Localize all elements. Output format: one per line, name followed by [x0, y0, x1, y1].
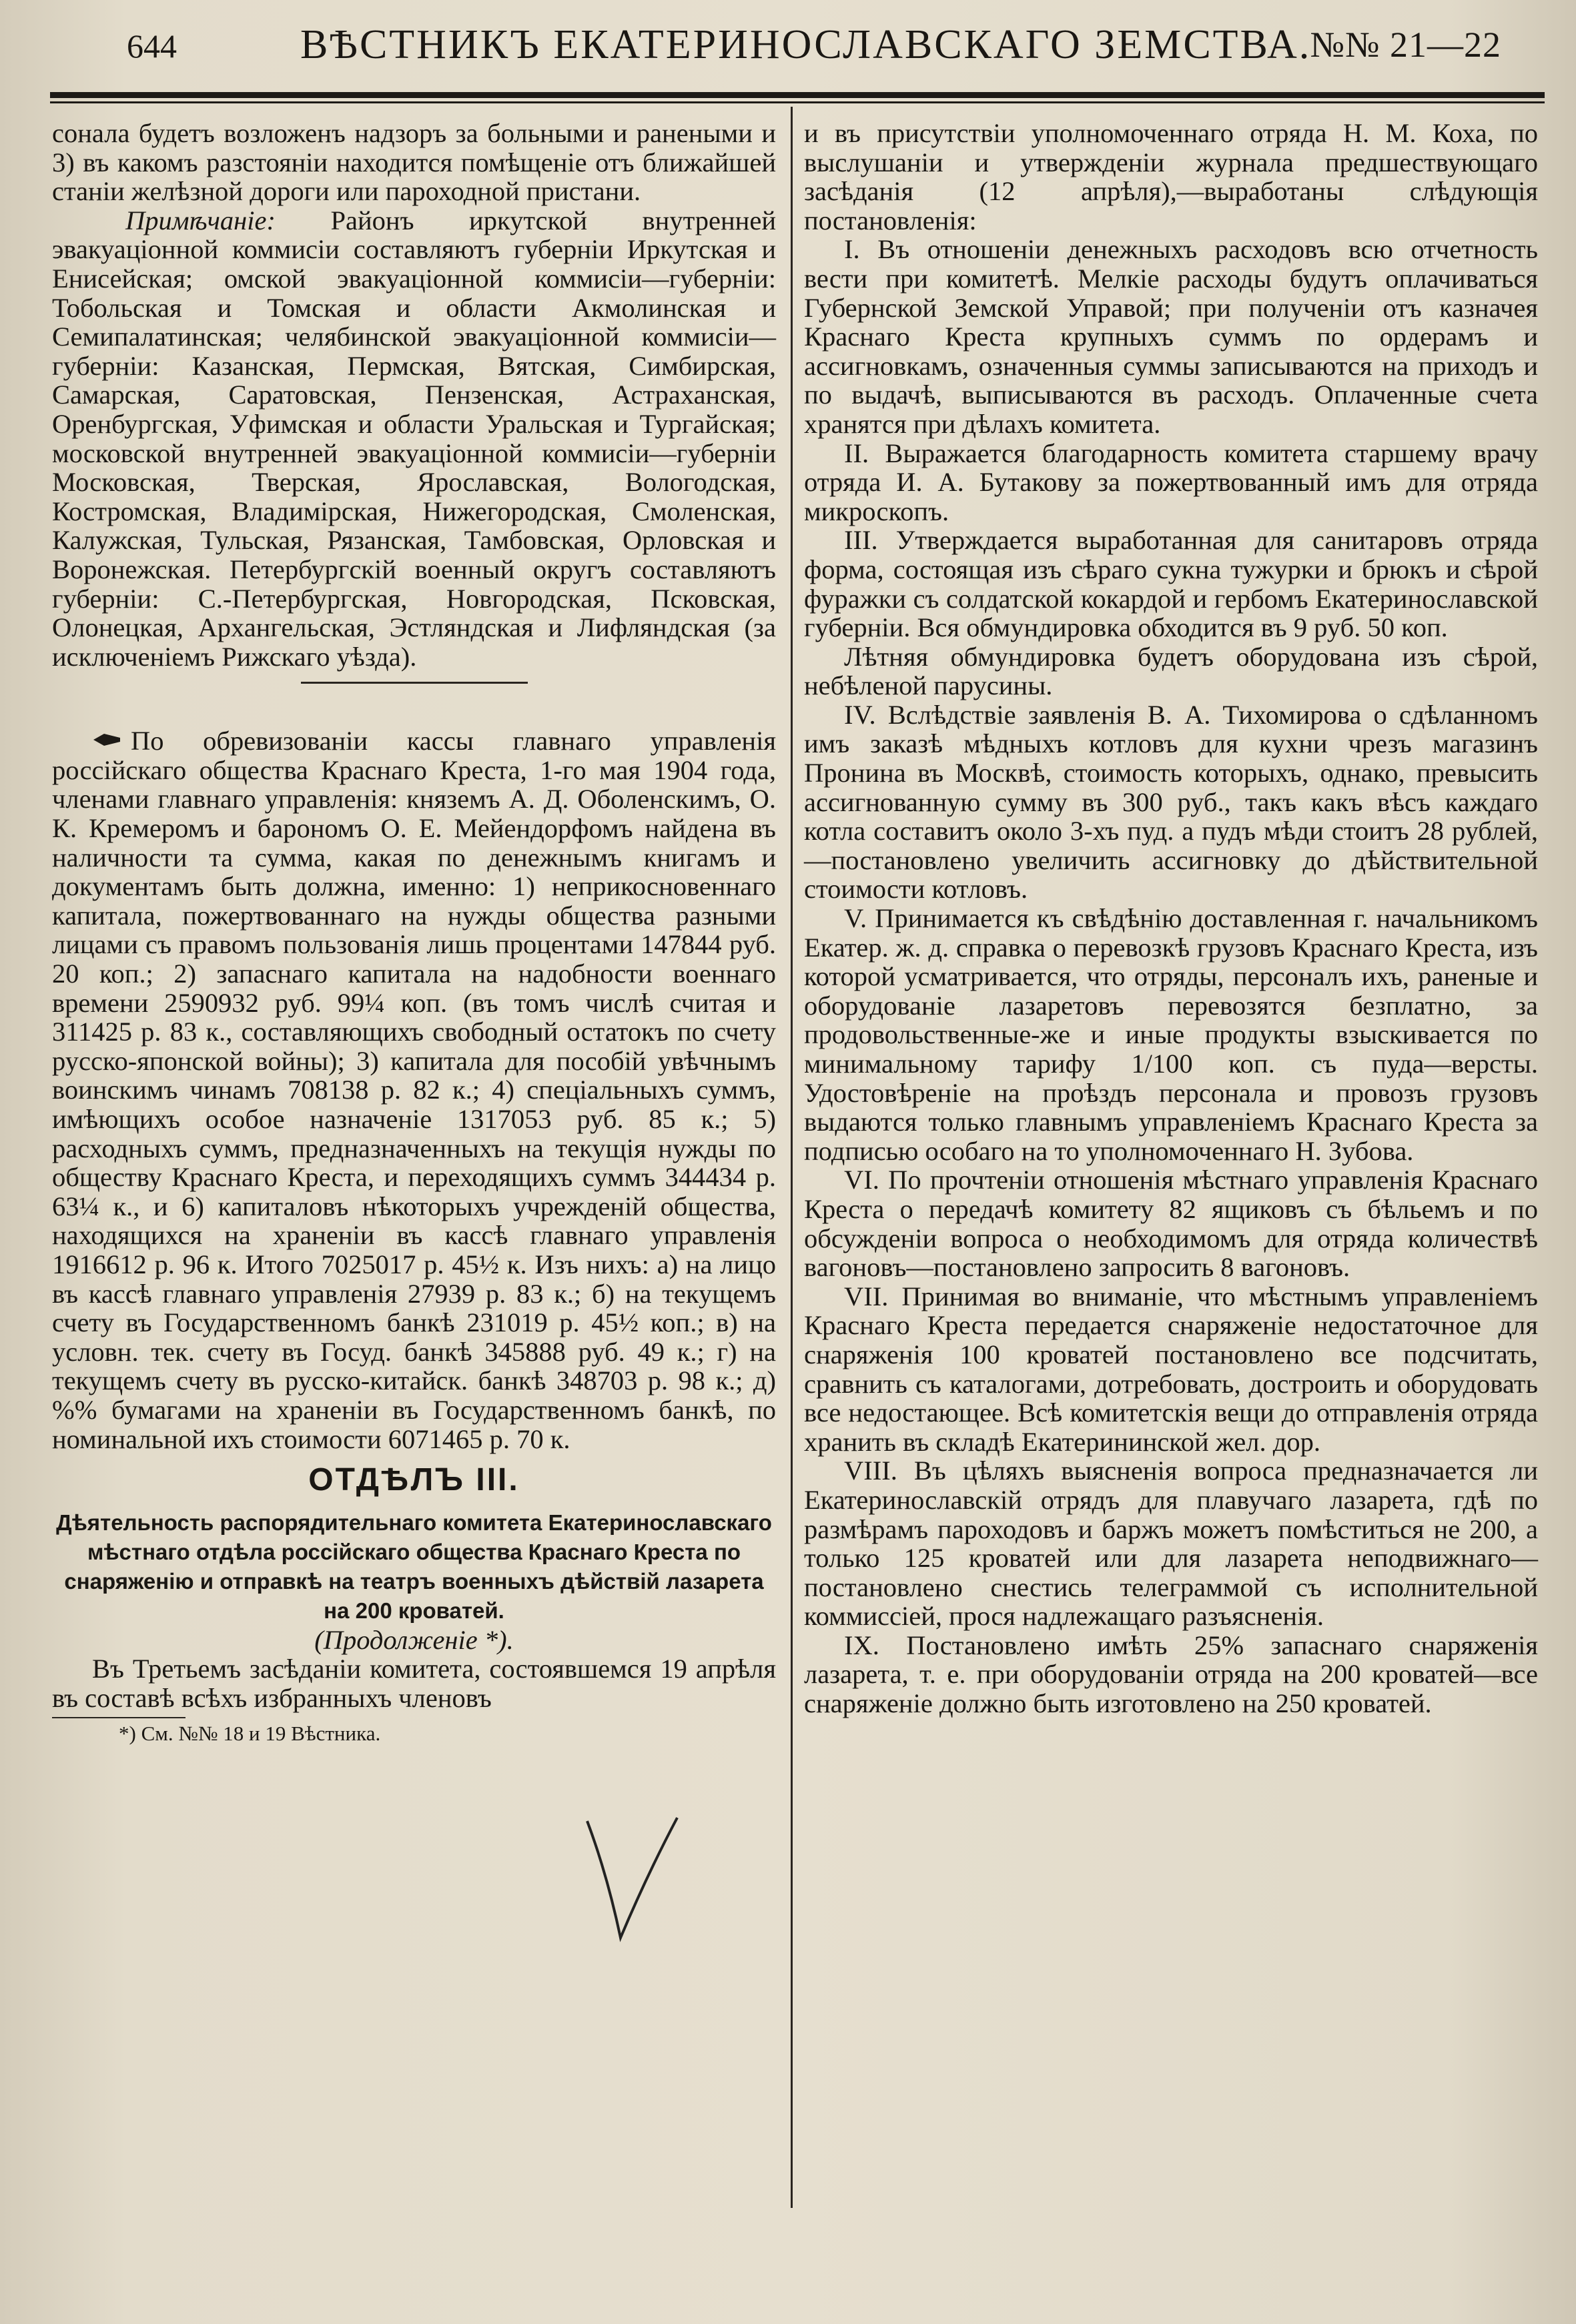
- cash-audit-text: По обревизованіи кассы главнаго управленія россійскаго общества Краснаго Креста, 1-го мая 1904 года, членами главнаго управленія: княземъ А. Д. Оболенскимъ, О. К. Кремеромъ и барономъ О. Е. Мейендорфомъ найдена въ наличности та сумма, какая по денежнымъ книгамъ и документамъ быть должна, именно: 1) неприкосновеннаго капитала, пожертвованнаго на нужды общества разными лицами съ правомъ пользованія лишь процентами 147844 руб. 20 коп.; 2) запаснаго капитала на надобности военнаго времени 2590932 руб. 99¼ коп. (въ томъ числѣ считая и 311425 р. 83 к., составляющихъ свободный остатокъ по счету русско-японской войны); 3) капитала для пособій увѣчнымъ воинскимъ чинамъ 708138 р. 82 к.; 4) спеціальныхъ суммъ, имѣющихъ особое назначеніе 1317053 руб. 85 к.; 5) расходныхъ суммъ, предназначенныхъ на текущія нужды по обществу Краснаго Креста, и переходящихъ суммъ 344434 р. 63¼ к., и 6) капиталовъ нѣкоторыхъ учрежденій общества, находящихся на храненіи въ кассѣ главнаго управленія 1916612 р. 96 к. Итого 7025017 р. 45½ к. Изъ нихъ: а) на лицо въ кассѣ главнаго управленія 27939 р. 83 к.; б) на текущемъ счету въ Государственномъ банкѣ 231019 р. 45½ коп.; в) на условн. тек. счету въ Госуд. банкѣ 345888 руб. 49 к.; г) на текущемъ счету въ русско-китайск. банкѣ 348703 р. 98 к.; д) %% бумагами на храненіи въ Государственномъ банкѣ, по номинальной ихъ стоимости 6071465 р. 70 к.: [52, 726, 776, 1454]
- paragraph-meeting-intro: и въ присутствіи уполномоченнаго отряда Н. М. Коха, по выслушаніи и утвержденіи журнала предшествующаго засѣданія (12 апрѣля),—выработаны слѣдующія постановленія:: [804, 118, 1538, 235]
- resolution-5: V. Принимается къ свѣдѣнію доставленная г. начальникомъ Екатер. ж. д. справка о перевозкѣ грузовъ Краснаго Креста, изъ которой усматривается, что отряды, персоналъ ихъ, раненые и оборудованіе лазаретовъ перевозятся безплатно, за продовольственные-же и иные продукты взыскивается по минимальному тарифу 1/100 коп. съ пуда—версты. Удостовѣреніе на проѣздъ персонала и провозъ грузовъ выдаются только главнымъ управленіемъ Краснаго Креста за подписью особаго на то уполномоченнаго Н. Зубова.: [804, 903, 1538, 1166]
- issue-number: №№ 21—22: [1310, 25, 1501, 65]
- right-column: [804, 119, 1538, 1718]
- resolution-2: II. Выражается благодарность комитета старшему врачу отряда И. А. Бутакову за пожертвованный имъ для отряда микроскопъ.: [804, 438, 1538, 526]
- resolution-4: IV. Вслѣдствіе заявленія В. А. Тихомирова о сдѣланномъ имъ заказѣ мѣдныхъ котловъ для кухни чрезъ магазинъ Пронина въ Москвѣ, стоимость которыхъ, однако, превысить ассигнованную сумму въ 300 руб., такъ какъ вѣсъ каждаго котла составитъ около 3-хъ пуд. а пудъ мѣди стоитъ 28 рублей,—постановлено увеличить ассигновку до дѣйствительной стоимости котловъ.: [804, 699, 1538, 905]
- section-subtitle: Дѣятельность распорядительнаго комитета Екатеринославскаго мѣстнаго отдѣла россійскаго общества Краснаго Креста по снаряженію и отправкѣ на театръ военныхъ дѣйствій лазарета на 200 кроватей.: [56, 1510, 772, 1623]
- column-divider: [791, 107, 793, 2208]
- journal-title: ВѢСТНИКЪ ЕКАТЕРИНОСЛАВСКАГО ЗЕМСТВА.: [300, 22, 1312, 67]
- resolution-8: VIII. Въ цѣляхъ выясненія вопроса предназначается ли Екатеринославскій отрядъ для плавучаго лазарета, гдѣ по размѣрамъ пароходовъ и баржъ можетъ помѣститься не 200, а только 125 кроватей или для лазарета неподвижнаго—постановлено снестись телеграммой съ исполнительной коммиссіей, прося надлежащаго разъясненія.: [804, 1456, 1538, 1632]
- section-title: ОТДѢЛЪ III.: [308, 1462, 520, 1498]
- paragraph-cash-audit: [52, 726, 776, 1454]
- resolution-1: I. Въ отношеніи денежныхъ расходовъ всю отчетность вести при комитетѣ. Мелкіе расходы будутъ оплачиваться Губернской Земской Управой; при полученіи отъ казначея Краснаго Креста крупныхъ суммъ по ордерамъ и ассигновкамъ, означенныя суммы записываются на приходъ и по выдачѣ, выписываются въ расходъ. Оплаченные счета хранятся при дѣлахъ комитета.: [804, 234, 1538, 439]
- continuation-note: (Продолженіе *).: [314, 1624, 514, 1655]
- separator-rule: [301, 682, 528, 684]
- resolution-3-summer: Лѣтняя обмундировка будетъ оборудована изъ сѣрой, небѣленой парусины.: [804, 641, 1538, 701]
- resolution-9: IX. Постановлено имѣть 25% запаснаго снаряженія лазарета, т. е. при оборудованіи отряда на 200 кроватей—все снаряженіе должно быть изготовлено на 250 кроватей.: [804, 1630, 1538, 1719]
- resolution-6: VI. По прочтеніи отношенія мѣстнаго управленія Краснаго Креста о передачѣ комитету 82 ящиковъ съ бѣльемъ и по обсужденіи вопроса о необходимомъ для отряда количествѣ вагоновъ—постановлено запросить 8 вагоновъ.: [804, 1165, 1538, 1283]
- page-number: 644: [127, 27, 177, 65]
- note-label: Примѣчаніе:: [125, 205, 276, 235]
- handwritten-check-mark: [567, 1808, 687, 1948]
- paragraph-evacuation-end: сонала будетъ возложенъ надзоръ за больными и ранеными и 3) въ какомъ разстояніи находится помѣщеніе отъ ближайшей станіи желѣзной дороги или пароходной пристани.: [52, 118, 776, 207]
- header-rule-thick: [50, 92, 1545, 98]
- pointing-hand-icon: [92, 732, 121, 747]
- note-paragraph: [52, 206, 776, 672]
- footnote: *) См. №№ 18 и 19 Вѣстника.: [119, 1721, 381, 1745]
- paragraph-third-meeting: Въ Третьемъ засѣданіи комитета, состоявшемся 19 апрѣля въ составѣ всѣхъ избранныхъ членовъ: [52, 1654, 776, 1713]
- left-column: [52, 119, 776, 1746]
- note-text: Районъ иркутской внутренней эвакуаціонной коммисіи составляютъ губерніи Иркутская и Енисейская; омской эвакуаціонной коммисіи—губерніи: Тобольская и Томская и области Акмолинская и Семипалатинская; челябинской эвакуаціонной коммисіи—губерніи: Казанская, Пермская, Вятская, Симбирская, Самарская, Саратовская, Пензенская, Астраханская, Оренбургская, Уфимская и области Уральская и Тургайская; московской внутренней эвакуаціонной коммисіи—губерніи Московская, Тверская, Ярославская, Вологодская, Костромская, Владимірская, Нижегородская, Смоленская, Калужская, Тульская, Рязанская, Тамбовская, Орловская и Воронежская. Петербургскій военный округъ составляютъ губерніи: С.-Петербургская, Новгородская, Псковская, Олонецкая, Архангельская, Эстляндская и Лифляндская (за исключеніемъ Рижскаго уѣзда).: [52, 205, 776, 672]
- header-rule-thin: [50, 101, 1545, 103]
- page-header: [100, 12, 1515, 85]
- resolution-3: III. Утверждается выработанная для санитаровъ отряда форма, состоящая изъ сѣраго сукна тужурки и брюкъ и сѣрой фуражки съ солдатской кокардой и гербомъ Екатеринославской губерніи. Вся обмундировка обходится въ 9 руб. 50 коп.: [804, 525, 1538, 643]
- resolution-7: VII. Принимая во вниманіе, что мѣстнымъ управленіемъ Краснаго Креста передается снаряженіе недостаточное для снаряженія 100 кроватей постановлено все подсчитать, сравнить съ каталогами, дотребовать, достроить и оборудовать все недостающее. Всѣ комитетскія вещи до отправленія отряда хранить въ складѣ Екатерининской жел. дор.: [804, 1281, 1538, 1457]
- footnote-rule: [52, 1717, 185, 1718]
